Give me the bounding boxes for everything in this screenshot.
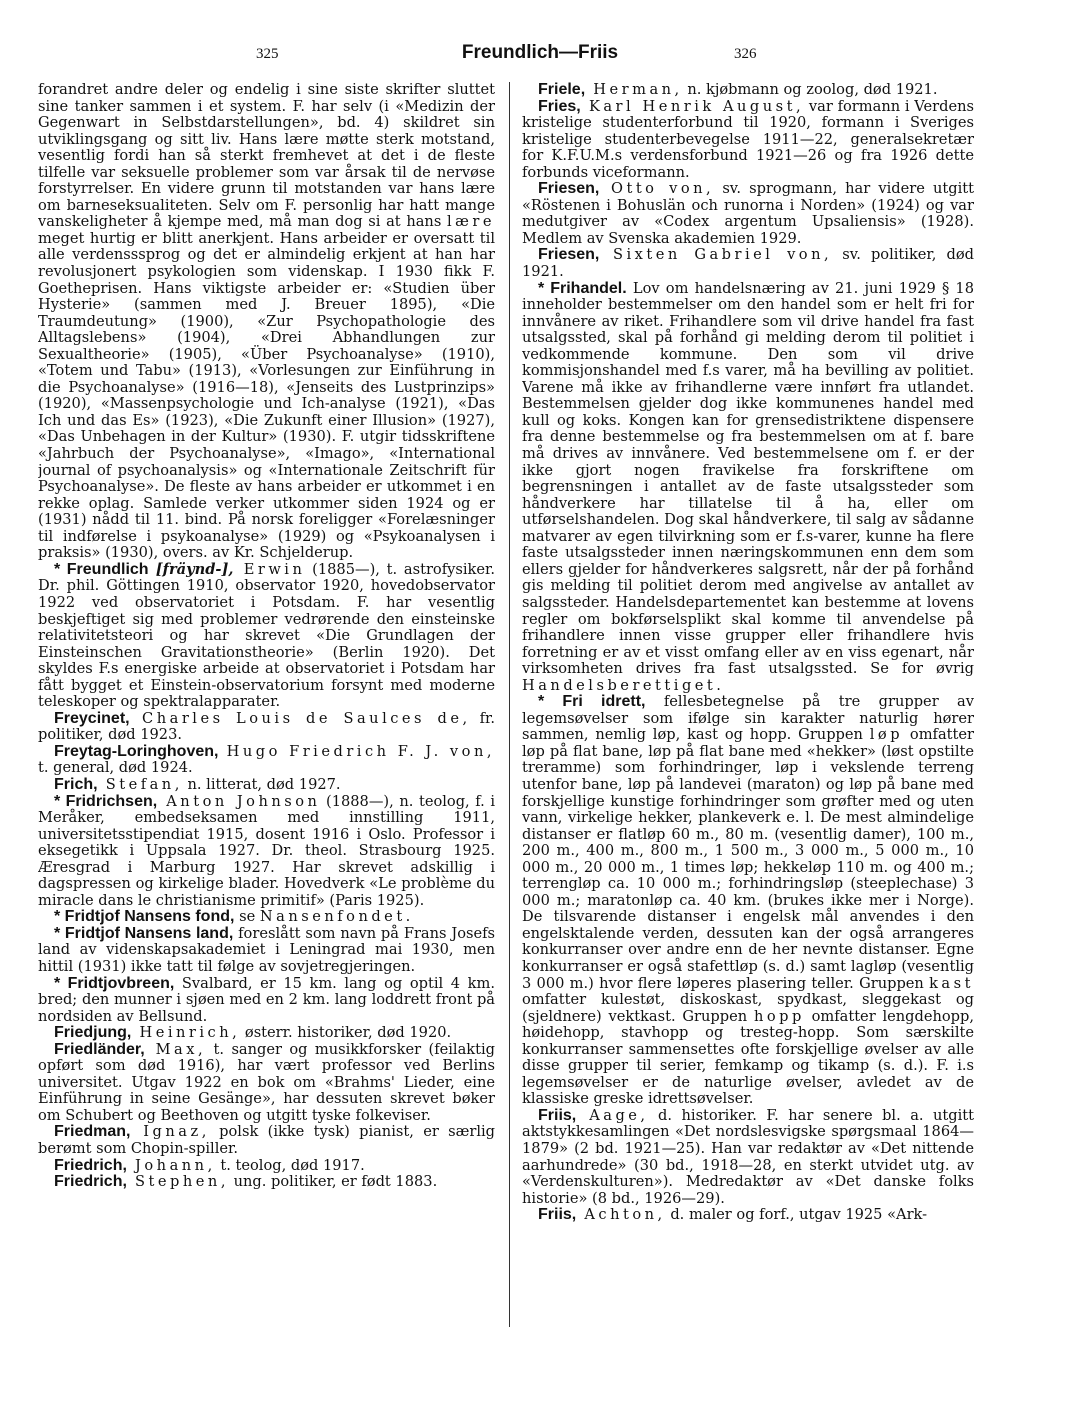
entry-freundlich: * Freundlich [fräynd-], Erwin (1885—), t. astrofysiker. Dr. phil. Göttingen 1910, observator 1920, hovedobservator 1922 ved observatoriet i Potsdam. F. har vesentlig beskjeftiget sig med problemer vedrørende den einsteinske relativitetsteori og har skrevet «Die Grundlagen der Einsteinschen Gravitationstheorie» (Berlin 1920). Det skyldes F.s energiske arbeide at observatoriet i Potsdam har fått bygget et Einstein-observatorium forsynt med moderne teleskoper og spektralapparater. <box>38 560 495 711</box>
page-header <box>0 42 1080 68</box>
entry-freycinet: Freycinet, Charles Louis de Saulces de, fr. politiker, død 1923. <box>38 709 495 744</box>
headword: Frich, <box>54 775 98 793</box>
headword: Friedjung, <box>54 1024 132 1042</box>
entry-friesen-sixten: Friesen, Sixten Gabriel von, sv. politiker, død 1921. <box>522 246 974 281</box>
entry-friis-aage: Friis, Aage, d. historiker. F. har senere bl. a. utgitt aktstykkesamlingen «Det nordslesvigske spørgsmaal 1864—1879» (2 bd. 1921—25). Han var redaktør av «Det nittende aarhundrede» (30 bd., 1918—28, en sterkt utvidet utg. av «Verdenskulturen»). Medredaktør av «Det danske folks historie» (8 bd., 1926—29). <box>522 1106 974 1207</box>
entry-fri-idrett: * Fri idrett, fellesbetegnelse på tre grupper av legemsøvelser som ifølge sin karakter naturlig hører sammen, nemlig løp, kast og hopp. Gruppen løp omfatter løp på flat bane, løp på flat bane med «hekker» (løst opstilte treramme) som forhindringer, løp i vekslende terreng utenfor bane, løp på landevei (maraton) og løp på bane med forskjellige kunstige forhindringer som grøfter med og uten vann, virkelige hekker, plankeverk e. l. De mest almindelige distanser er flatløp 60 m., 80 m. (vesentlig damer), 100 m., 200 m., 400 m., 800 m., 1 500 m., 3 000 m., 5 000 m., 10 000 m., 20 000 m., 1 times løp; hekkeløp 110 m. og 400 m.; terrengløp ca. 10 000 m.; forhindringsløp (steeplechase) 3 000 m.; maratonløp ca. 40 km. (brukes ikke mer i Norge). De tilsvarende distanser i engelsk mål anvendes i den engelsktalende verden, dessuten kan der også arrangeres konkurranser over andre enn de her nevnte distanser. Egne konkurranser er også stafettløp (s. d.) samt lagløp (vesentlig 3 000 m.) hvor flere løperes plasering teller. Gruppen kast omfatter kulestøt, diskoskast, spydkast, sleggekast og (sjeldnere) vektkast. Gruppen hopp omfatter lengdehopp, høidehopp, stavhopp og tresteg-hopp. Som særskilte konkurranser sammensettes ofte forskjellige øvelser av alle disse grupper til serier, femkamp og tikamp (s. d.). F. i.s legemsøvelser er de naturlige øvelser, avledet av de klassiske greske idrettsøvelser. <box>522 693 974 1108</box>
entry-friedlander: Friedländer, Max, t. sanger og musikkforsker (feilaktig opført som død 1916), har vært professor ved Berlins universitet. Utgav 1922 en bok om «Brahms' Lieder, eine Einführung in seine Gesänge», har dessuten skrevet bøker om Schubert og Beethoven og utgitt tyske folkeviser. <box>38 1040 495 1124</box>
headword: * Fridtjof Nansens land, <box>54 924 234 942</box>
entry-fridrichsen: * Fridrichsen, Anton Johnson (1888—), n. teolog, f. i Meråker, embedseksamen med innstilling 1911, universitetsstipendiat 1915, dosent 1916 i Oslo. Professor i eksegetikk i Uppsala 1927. Dr. theol. Strasbourg 1925. Æresgrad i Marburg 1927. Har skrevet adskillig i dagspressen og kirkelige blader. Hovedverk «Le problème du miracle dans le christianisme primitif» (Paris 1925). <box>38 792 495 909</box>
headword: Friedrich, <box>54 1156 127 1174</box>
headword: Friele, <box>538 82 586 98</box>
entry-friedrich-stephen: Friedrich, Stephen, ung. politiker, er født 1883. <box>54 1173 438 1191</box>
entry-fries: Fries, Karl Henrik August, var formann i Verdens kristelige studenterforbund til 1920, formann i Sveriges kristelige studenterbevegelse 1911—22, generalsekretær for K.F.U.M.s verdensforbund 1921—26 og fra 1926 dette forbunds viceformann. <box>522 97 974 181</box>
headword: Fries, <box>538 97 581 115</box>
headword: * Freundlich <box>54 560 149 578</box>
headword: Freycinet, <box>54 709 130 727</box>
entry-frihandel: * Frihandel. Lov om handelsnæring av 21. juni 1929 § 18 inneholder bestemmelser om den handel som er helt fri for innvånere av riket. Frihandlere som vil drive handel fra fast utsalgssted, skal på forhånd gi melding derom til politiet i vedkommende kommune. Den som vil drive kommisjonshandel med f.s varer, må ha bevilling av politiet. Varene må ikke av frihandlerne være innført fra utlandet. Bestemmelsen gjelder dog ikke kommunenes handel med kull og koks. Kongen kan for grensedistriktene dispensere fra denne bestemmelse og fra bestemmelsen om at f. bare må drives av innvånere. Ved bestemmelsene om f. er der ikke gjort nogen fravikelse fra forskriftene om begrensningen i antallet av de faste utsalgssteder som håndverkere har tillatelse til å ha, eller om utførselshandelen. Dog skal håndverkere, til salg av sådanne matvarer av egen tilvirkning som er f.s-varer, kunne ha flere faste utsalgssteder innen næringskommunen enn dem som ellers gjelder for håndverkeres salgsrett, når der på forhånd gis melding til politiet derom med angivelse av antallet av salgssteder. Handelsdepartementet kan bestemme at lovens regler om bokførselsplikt skal komme til anvendelse på frihandlere innen visse grupper eller frihandlere hvis forretning er av et visst omfang eller av en viss egenart, når virksomheten drives fra fast utsalgssted. Se for øvrig Handelsberettiget. <box>522 279 974 694</box>
running-head: Freundlich—Friis <box>461 42 619 63</box>
entry-frich: Frich, Stefan, n. litterat, død 1927. <box>54 775 341 793</box>
entry-friedjung: Friedjung, Heinrich, østerr. historiker, død 1920. <box>54 1024 452 1042</box>
headword: Friedman, <box>54 1123 131 1141</box>
column-divider <box>509 82 510 1327</box>
headword: * Fridtjovbreen, <box>54 974 175 992</box>
entry-continuation: forandret andre deler og endelig i sine siste skrifter sluttet sine tanker sammen i et system. F. har selv (i «Medizin der Gegenwart in Selbstdarstellungen», bd. 4) skildret sin utviklingsgang og sitt liv. Hans lære møtte sterk motstand, vesentlig fordi han så sterkt fremhevet at det i de fleste tilfelle var seksuelle problemer som var årsak til de nervøse forstyrrelser. En videre grunn til motstanden var hans lære om barneseksualiteten. Selv om F. personlig har hatt mange vanskeligheter å kjempe med, må man dog si at hans lære meget hurtig er blitt anerkjent. Hans arbeider er oversatt til alle verdensssprog og det er almindelig erkjent at han har revolusjonert psykologien som videnskap. I 1930 fikk F. Goetheprisen. Hans viktigste arbeider er: «Studien über Hysterie» (sammen med J. Breuer 1895), «Die Traumdeutung» (1900), «Zur Psychopathologie des Alltagslebens» (1904), «Drei Abhandlungen zur Sexualtheorie» (1905), «Über Psychoanalyse» (1910), «Totem und Tabu» (1913), «Vorlesungen zur Einführung in die Psychoanalyse» (1916—18), «Jenseits des Lustprinzips» (1920), «Massenpsychologie und Ich-analyse (1921), «Das Ich und das Es» (1923), «Die Zukunft einer Illusion» (1927), «Das Unbehagen in der Kultur» (1930). F. utgir tidsskriftene «Jahrbuch der Psychoanalyse», «Imago», «International journal of psychoanalysis» og «Internationale Zeitschrift für Psychoanalyse». De fleste av hans arbeider er utkommet i en rekke oplag. Samlede verker utkommer siden 1924 og er (1931) nådd til 11. bind. På norsk foreligger «Forelæsninger til indførelse i psykoanalyse» (1929) og «Psykoanalysen i praksis» (1930), overs. av Kr. Schjelderup. <box>38 82 495 562</box>
right-column <box>522 82 974 1407</box>
headword: Freytag-Loringhoven, <box>54 742 219 760</box>
entry-friedman: Friedman, Ignaz, polsk (ikke tysk) pianist, er særlig berømt som Chopin-spiller. <box>38 1123 495 1157</box>
headword: Friesen, <box>538 246 600 264</box>
left-page-number: 325 <box>256 46 279 62</box>
headword: * Fri idrett, <box>538 693 646 711</box>
headword: Friesen, <box>538 180 600 198</box>
entry-friele: Friele, Herman, n. kjøbmann og zoolog, død 1921. <box>538 82 938 98</box>
headword: Friedrich, <box>54 1173 127 1191</box>
headword: * Frihandel. <box>538 279 627 297</box>
left-column <box>38 82 495 1407</box>
entry-fridtjof-nansens-fond: * Fridtjof Nansens fond, se Nansenfondet. <box>54 908 414 926</box>
right-page-number: 326 <box>734 46 757 62</box>
entry-friedrich-johann: Friedrich, Johann, t. teolog, død 1917. <box>54 1156 365 1174</box>
entry-fridtjof-nansens-land: * Fridtjof Nansens land, foreslått som navn på Frans Josefs land av videnskapsakademiet i Leningrad mai 1930, men hittil (1931) ikke tatt til følge av sovjetregjeringen. <box>38 924 495 975</box>
headword: Friedländer, <box>54 1040 145 1058</box>
entry-fridtjovbreen: * Fridtjovbreen, Svalbard, er 15 km. lang og optil 4 km. bred; den munner i sjøen med en 2 km. lang loddrett front på nordsiden av Bellsund. <box>38 974 495 1025</box>
headword: Friis, <box>538 1206 577 1224</box>
entry-friesen-otto: Friesen, Otto von, sv. sprogmann, har videre utgitt «Röstenen i Bohuslän och runorna i Norden» (1924) og var medutgiver av «Codex argentum Upsaliensis» (1928). Medlem av Svenska akademien 1929. <box>522 180 974 247</box>
headword: Friis, <box>538 1106 577 1124</box>
headword: * Fridrichsen, <box>54 792 158 810</box>
entry-freytag-loringhoven: Freytag-Loringhoven, Hugo Friedrich F. J. von, t. general, død 1924. <box>38 742 495 777</box>
entry-friis-achton: Friis, Achton, d. maler og forf., utgav 1925 «Ark- <box>538 1206 928 1224</box>
headword: * Fridtjof Nansens fond, <box>54 908 235 926</box>
